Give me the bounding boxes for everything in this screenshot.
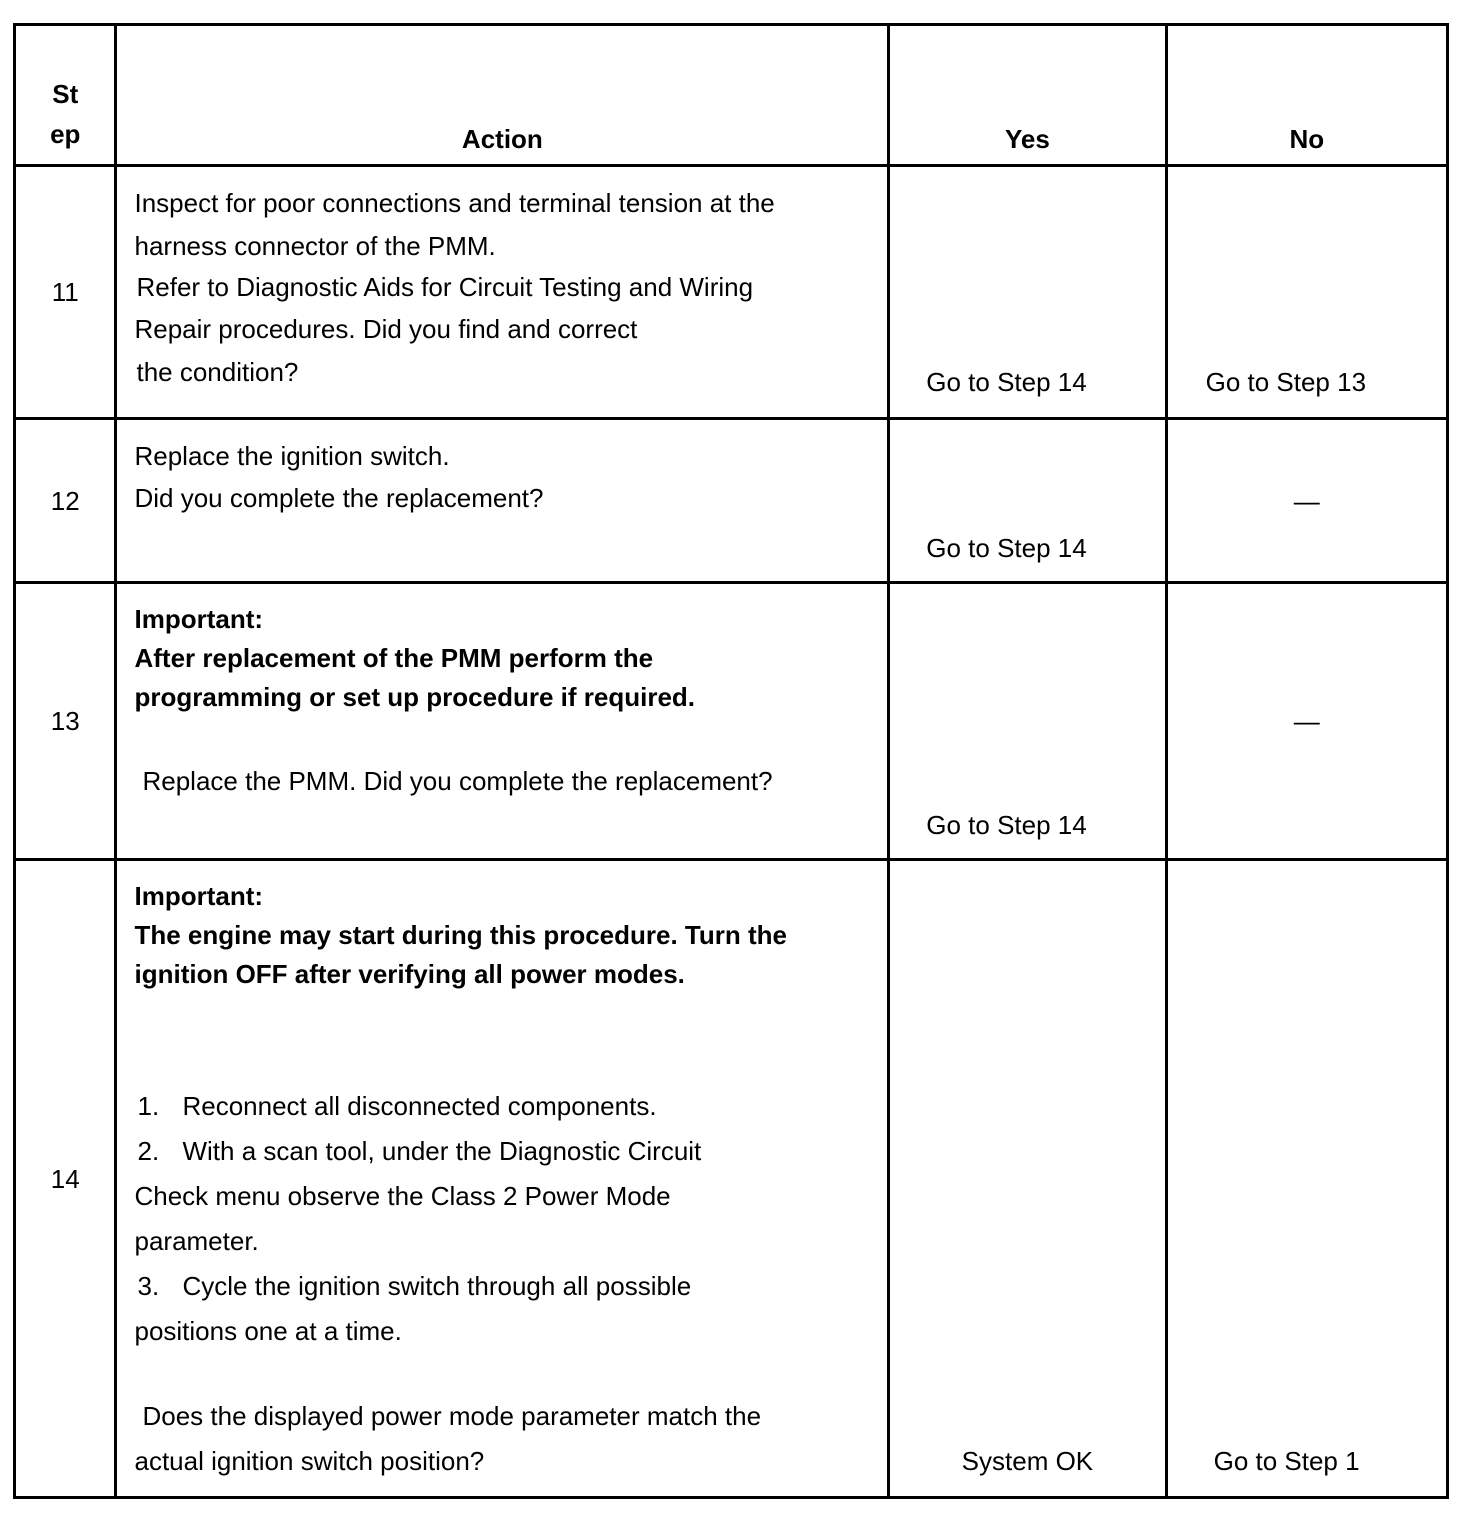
step-number: 13 bbox=[15, 583, 116, 860]
list-text: With a scan tool, under the Diagnostic Circuit bbox=[182, 1136, 702, 1166]
no-cell: Go to Step 1 bbox=[1166, 860, 1447, 1498]
important-line: The engine may start during this procedure. Turn the bbox=[134, 920, 787, 950]
list-item bbox=[134, 1129, 873, 1174]
action-cell bbox=[116, 419, 889, 583]
action-line: harness connector of the PMM. bbox=[134, 231, 496, 261]
yes-cell: Go to Step 14 bbox=[889, 419, 1166, 583]
table-row bbox=[15, 860, 1448, 1498]
no-cell: Go to Step 13 bbox=[1166, 166, 1447, 419]
action-line: Replace the ignition switch. bbox=[134, 441, 450, 471]
list-text: Check menu observe the Class 2 Power Mode bbox=[134, 1181, 671, 1211]
step-number: 12 bbox=[15, 419, 116, 583]
list-text: parameter. bbox=[134, 1226, 259, 1256]
diagnostic-table bbox=[13, 23, 1449, 1499]
list-number: 3. bbox=[137, 1271, 160, 1301]
table-row bbox=[15, 166, 1448, 419]
yes-cell: System OK bbox=[889, 860, 1166, 1498]
action-line: Inspect for poor connections and terminal tension at the bbox=[134, 188, 775, 218]
important-label: Important: bbox=[134, 881, 264, 911]
action-cell bbox=[116, 583, 889, 860]
important-line: programming or set up procedure if required. bbox=[134, 682, 696, 712]
list-item bbox=[134, 1084, 873, 1129]
action-line: the condition? bbox=[136, 357, 299, 387]
table-row bbox=[15, 419, 1448, 583]
header-step-line2: ep bbox=[50, 119, 81, 149]
header-step bbox=[15, 25, 116, 166]
action-line: Did you complete the replacement? bbox=[134, 483, 544, 513]
list-text: Cycle the ignition switch through all possible bbox=[182, 1271, 692, 1301]
action-line: Replace the PMM. Did you complete the replacement? bbox=[142, 766, 773, 796]
header-action: Action bbox=[116, 25, 889, 166]
list-item bbox=[134, 1174, 873, 1219]
action-line: Refer to Diagnostic Aids for Circuit Testing and Wiring bbox=[136, 272, 754, 302]
action-cell bbox=[116, 166, 889, 419]
yes-cell: Go to Step 14 bbox=[889, 166, 1166, 419]
header-yes: Yes bbox=[889, 25, 1166, 166]
no-cell bbox=[1166, 419, 1447, 583]
yes-cell: Go to Step 14 bbox=[889, 583, 1166, 860]
table-row bbox=[15, 583, 1448, 860]
action-line: Repair procedures. Did you find and correct bbox=[134, 314, 638, 344]
no-value: — bbox=[1293, 485, 1320, 516]
no-value: — bbox=[1293, 706, 1320, 736]
list-item bbox=[134, 1309, 873, 1354]
action-cell bbox=[116, 860, 889, 1498]
important-line: ignition OFF after verifying all power modes. bbox=[134, 959, 685, 989]
list-text: Reconnect all disconnected components. bbox=[182, 1091, 657, 1121]
important-label: Important: bbox=[134, 604, 264, 634]
list-number: 1. bbox=[137, 1091, 160, 1121]
question-line: Does the displayed power mode parameter match the bbox=[142, 1401, 762, 1431]
list-text: positions one at a time. bbox=[134, 1316, 402, 1346]
list-item bbox=[134, 1219, 873, 1264]
important-line: After replacement of the PMM perform the bbox=[134, 643, 654, 673]
step-number: 14 bbox=[15, 860, 116, 1498]
list-item bbox=[134, 1264, 873, 1309]
no-cell bbox=[1166, 583, 1447, 860]
header-row bbox=[15, 25, 1448, 166]
header-step-line1: St bbox=[52, 79, 79, 109]
step-number: 11 bbox=[15, 166, 116, 419]
list-number: 2. bbox=[137, 1136, 160, 1166]
header-no: No bbox=[1166, 25, 1447, 166]
question-line: actual ignition switch position? bbox=[134, 1446, 485, 1476]
